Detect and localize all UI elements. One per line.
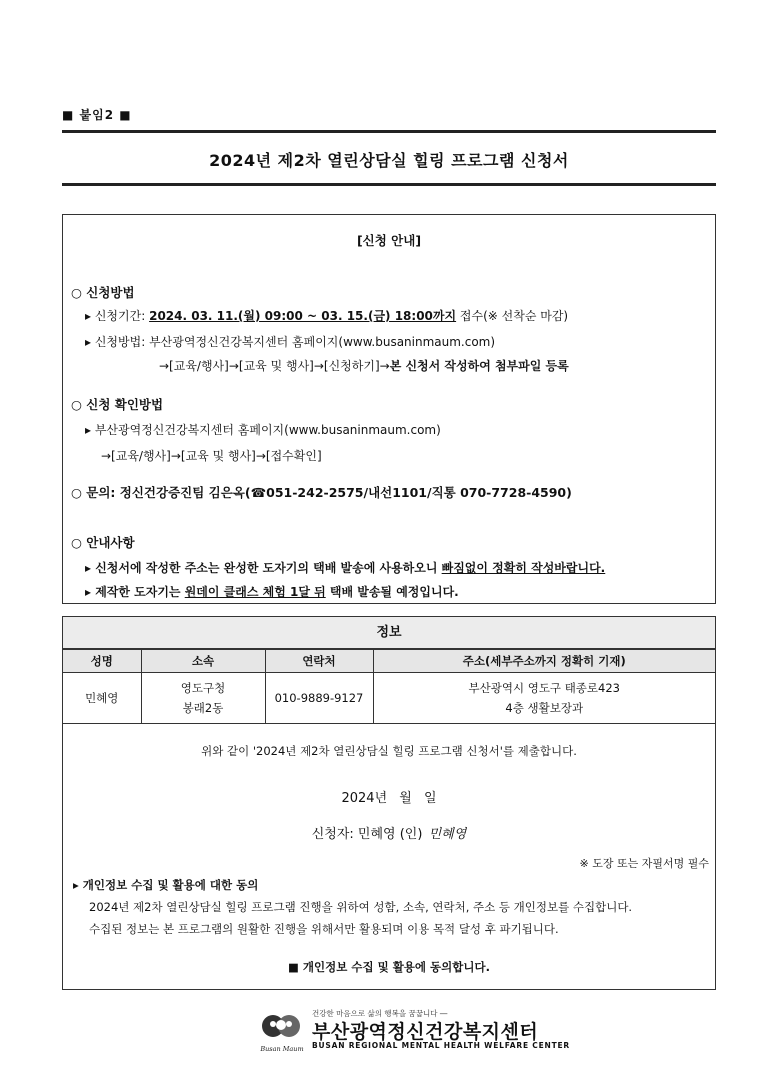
consent-heading: ▸ 개인정보 수집 및 활용에 대한 동의 — [73, 878, 259, 892]
submit-statement: 위와 같이 '2024년 제2차 열린상담실 힐링 프로그램 신청서'를 제출합니다. — [201, 744, 577, 758]
consent-line-1: 2024년 제2차 열린상담실 힐링 프로그램 진행을 위하여 성함, 소속, 연락처, 주소 등 개인정보를 수집합니다. — [89, 900, 633, 914]
col-header-phone: 연락처 — [265, 650, 373, 673]
method-heading: ○ 신청방법 — [71, 285, 135, 300]
title-bottom-rule — [62, 183, 716, 186]
application-guide-box — [62, 214, 716, 604]
footer-tagline: 건강한 마음으로 삶의 행복을 꿈꿉니다 ― — [312, 1009, 448, 1018]
consent-agree[interactable]: ■ 개인정보 수집 및 활용에 동의합니다. — [288, 960, 490, 974]
application-period: ▸ 신청기간: 2024. 03. 11.(월) 09:00 ~ 03. 15.(금) 18:00까지 접수(※ 선착순 마감) — [85, 309, 569, 323]
confirm-line-1: ▸ 부산광역정신건강복지센터 홈페이지(www.busaninmaum.com) — [85, 423, 441, 437]
cell-name[interactable]: 민혜영 — [63, 673, 141, 724]
confirm-heading: ○ 신청 확인방법 — [71, 397, 164, 412]
center-logo-icon — [258, 1008, 306, 1056]
stamp-note: ※ 도장 또는 자필서명 필수 — [579, 857, 709, 870]
application-period-value: 2024. 03. 11.(월) 09:00 ~ 03. 15.(금) 18:00까지 — [149, 309, 457, 323]
guide-heading: [신청 안내] — [356, 233, 422, 248]
title-top-rule — [62, 130, 716, 133]
notice-heading: ○ 안내사항 — [71, 535, 135, 550]
application-path: →[교육/행사]→[교육 및 행사]→[신청하기]→본 신청서 작성하여 첨부파일 등록 — [159, 359, 569, 373]
center-name-en: BUSAN REGIONAL MENTAL HEALTH WELFARE CENTER — [312, 1041, 571, 1050]
checkbox-icon[interactable]: ■ — [288, 960, 299, 974]
applicant-line: 신청자: 민혜영 (인) 민혜영 — [311, 827, 467, 842]
cell-phone[interactable]: 010-9889-9127 — [265, 673, 373, 724]
applicant-info-table — [63, 649, 715, 724]
consent-line-2: 수집된 정보는 본 프로그램의 원활한 진행을 위해서만 활용되며 이용 목적 달성 후 파기됩니다. — [89, 922, 559, 936]
signature: 민혜영 — [428, 827, 467, 842]
notice-line-1: ▸ 신청서에 작성한 주소는 완성한 도자기의 택배 발송에 사용하오니 빠짐없이 정확히 작성바랍니다. — [85, 561, 606, 575]
col-header-name: 성명 — [63, 650, 141, 673]
cell-affiliation[interactable]: 영도구청 봉래2동 — [141, 673, 265, 724]
center-name-ko: 부산광역정신건강복지센터 — [312, 1021, 539, 1043]
notice-line-2: ▸ 제작한 도자기는 원데이 클래스 체험 1달 뒤 택배 발송될 예정입니다. — [85, 585, 459, 599]
attachment-label: ■ 붙임2 ■ — [62, 108, 132, 122]
applicant-info-box — [62, 616, 716, 990]
col-header-affiliation: 소속 — [141, 650, 265, 673]
application-way: ▸ 신청방법: 부산광역정신건강복지센터 홈페이지(www.busaninmaum.com) — [85, 335, 496, 349]
svg-text:Busan Maum: Busan Maum — [260, 1045, 304, 1053]
table-row — [63, 673, 715, 724]
inquiry-line: ○ 문의: 정신건강증진팀 김은옥(☎051-242-2575/내선1101/직통 070-7728-4590) — [71, 485, 572, 500]
info-title: 정보 — [63, 617, 715, 649]
confirm-line-2: →[교육/행사]→[교육 및 행사]→[접수확인] — [101, 449, 322, 463]
cell-address[interactable]: 부산광역시 영도구 태종로423 4층 생활보장과 — [373, 673, 715, 724]
col-header-address: 주소(세부주소까지 정확히 기재) — [373, 650, 715, 673]
table-header-row — [63, 650, 715, 673]
date-line: 2024년 월 일 — [341, 791, 437, 806]
document-title: 2024년 제2차 열린상담실 힐링 프로그램 신청서 — [209, 151, 569, 170]
